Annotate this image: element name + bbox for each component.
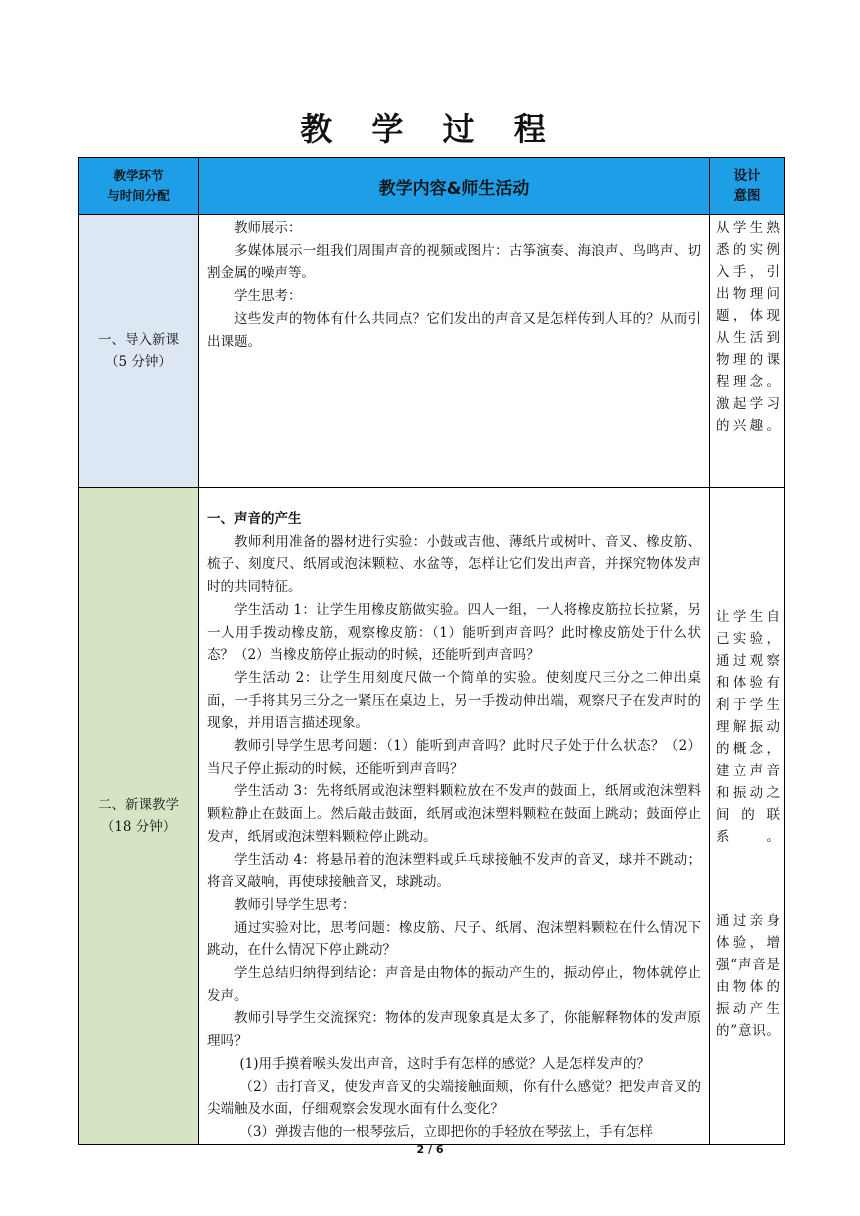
section1-intent: 从学生熟悉的实例入手，引出物理问题，体现从生活到物理的课程理念。激起学习的兴趣。 [716,220,780,434]
section2-name: 二、新课教学 [98,796,179,813]
section2-heading: 一、声音的产生 [207,511,302,527]
section2-paragraph: 教师引导学生思考： [234,896,356,913]
header-stage-label: 教学环节 [113,168,164,183]
section2-intent-cell [710,488,785,1145]
header-stage-time [79,158,199,215]
section2-sub-item: （2）击打音叉，使发声音叉的尖端接触面颊，你有什么感觉？把发声音叉的尖端触及水面，仔细观察会发现水面有什么变化？ [207,1078,701,1118]
section1-paragraph: 多媒体展示一组我们周围声音的视频或图片：古筝演奏、海浪声、鸟鸣声、切割金属的噪声等。 [207,242,701,282]
section1-content-cell [199,215,710,488]
section1-intent-cell [710,215,785,488]
section2-content-cell [199,488,710,1145]
header-content: 教学内容&师生活动 [199,158,710,215]
page-title: 教 学 过 程 [300,110,560,148]
header-time-label: 与时间分配 [107,188,170,203]
table-header-row [79,158,785,215]
page-number: 2 / 6 [416,1143,444,1156]
section2-stage-cell [79,488,199,1145]
section1-paragraph: 教师展示： [234,220,302,236]
section2-paragraph: 学生活动 2：让学生用刻度尺做一个简单的实验。使刻度尺三分之二伸出桌面，一手将其另三分之一紧压在桌边上，另一手拨动伸出端，观察尺子在发声时的现象，并用语言描述现象。 [207,669,701,732]
section2-sub-item: （3）弹拨吉他的一根琴弦后，立即把你的手轻放在琴弦上，手有怎样 [239,1123,653,1140]
table-row [79,215,785,488]
section2-time: （18 分钟） [100,818,177,835]
section1-time: （5 分钟） [105,354,172,370]
section2-paragraph: 学生活动 3：先将纸屑或泡沫塑料颗粒放在不发声的鼓面上，纸屑或泡沫塑料颗粒静止在鼓面上。然后敲击鼓面，纸屑或泡沫塑料颗粒在鼓面上跳动；鼓面停止发声，纸屑或泡沫塑料颗粒停止跳动。 [207,783,701,845]
teaching-process-table [78,157,785,1145]
section2-paragraph: 教师引导学生交流探究：物体的发声现象真是太多了，你能解释物体的发声原理吗？ [207,1010,701,1050]
section1-stage-cell [79,215,199,488]
header-intent [710,158,785,215]
section1-name: 一、导入新课 [98,332,179,348]
section1-paragraph: 学生思考： [234,288,302,305]
section2-paragraph: 学生总结归纳得到结论：声音是由物体的振动产生的，振动停止，物体就停止发声。 [207,965,701,1004]
section2-intent-b: 通过亲身体验，增强“声音是由物体的振动产生的”意识。 [716,913,780,1039]
section2-intent-a: 让学生自己实验，通过观察和体验有利于学生理解振动的概念，建立声音和振动之间的联系。 [716,609,780,845]
header-intent-line2: 意图 [733,188,761,204]
section2-paragraph: 学生活动 1：让学生用橡皮筋做实验。四人一组，一人将橡皮筋拉长拉紧，另一人用手拨动橡皮筋，观察橡皮筋：（1）能听到声音吗？此时橡皮筋处于什么状态？（2）当橡皮筋停止振动的时候，还能听到声音吗？ [207,601,701,664]
header-intent-line1: 设计 [733,168,761,184]
table-row [79,488,785,1145]
section1-paragraph: 这些发声的物体有什么共同点？它们发出的声音又是怎样传到人耳的？从而引出课题。 [207,310,701,350]
section2-sub-item: (1)用手摸着喉头发出声音，这时手有怎样的感觉？人是怎样发声的？ [239,1055,651,1072]
section2-paragraph: 教师利用准备的器材进行实验：小鼓或吉他、薄纸片或树叶、音叉、橡皮筋、梳子、刻度尺、纸屑或泡沫颗粒、水盆等，怎样让它们发出声音，并探究物体发声时的共同特征。 [207,533,701,596]
section2-paragraph: 教师引导学生思考问题：（1）能听到声音吗？此时尺子处于什么状态？（2）当尺子停止振动的时候，还能听到声音吗？ [207,738,701,777]
section2-paragraph: 通过实验对比，思考问题：橡皮筋、尺子、纸屑、泡沫塑料颗粒在什么情况下跳动，在什么情况下停止跳动？ [207,919,701,959]
section2-paragraph: 学生活动 4：将悬吊着的泡沫塑料或乒乓球接触不发声的音叉，球并不跳动；将音叉敲响，再使球接触音叉，球跳动。 [207,851,701,891]
